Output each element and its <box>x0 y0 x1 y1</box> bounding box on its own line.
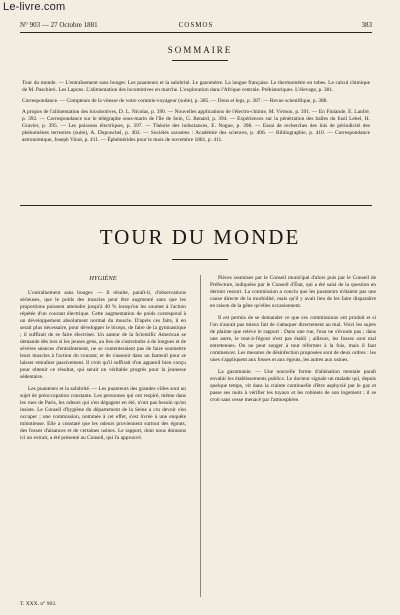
page-header <box>20 19 372 31</box>
article-paragraph: Les puanteurs et la salubrité. — Les puanteurs des grandes villes sont un sujet de préoccupation constante. Les personnes qui ont respiré, même dans les rues de Paris, les odeurs qui s'en dégagent en été, n'ont pas besoin qu'on insiste. Le Conseil d'hygiène du département de la Seine a cru devoir s'en occuper ; une commission, nommée à cet effet, s'est livrée à une enquête minutieuse. Elle a constaté que les odeurs proviennent surtout des égouts, des fosses d'aisances et de certaines usines. Le rapport, dont nous donnons ici un extrait, a été présenté au Conseil, qui l'a approuvé. <box>20 386 186 441</box>
section-rule-top <box>20 205 372 206</box>
journal-title: COSMOS <box>178 21 214 29</box>
column-heading: HYGIÈNE <box>89 275 117 282</box>
article-paragraph: Il est permis de se demander ce que ces commissions ont produit et si l'on n'aurait pas mieux fait de s'attaquer directement au mal. Voici les sujets de plainte que relève le rapport : Dans une rue, l'eau ne s'écoule pas ; dans une autre, le tout-à-l'égout n'est pas établi ; ailleurs, les fosses sont mal entretenues. On ne peut songer à tout réformer à la fois, mais il faut commencer. Les mesures de désinfection proposées sont de deux ordres : les unes s'appliquent aux fosses et aux égouts, les autres aux usines. <box>210 315 376 363</box>
watermark-text: Le-livre.com <box>3 1 66 13</box>
article-paragraph: La gazomanie. — Une nouvelle forme d'aliénation mentale paraît envahir les établissements publics. Le docteur signale un malade qui, depuis quelque temps, vit dans la crainte continuelle d'être asphyxié par le gaz et passe ses nuits à vérifier les tuyaux et les robinets de son logement ; il se croit sans cesse menacé par l'atmosphère. <box>210 369 376 403</box>
sommaire-title: SOMMAIRE <box>167 45 233 55</box>
right-column <box>210 275 376 409</box>
section-title-rule <box>172 259 228 260</box>
sommaire-paragraph: A propos de l'alimentation des locomotives, D. L. Nicolas, p. 390. — Nouvelles applications de l'électro-chimie, M. Vérnon, p. 391. — En Finlande, E. Lanfré, p. 392. — Correspondance sur le télégraphe sous-marin de l'île de Sein, G. Renard, p. 394. — Expériences sur la pénétration des balles du fusil Lebel, H. Gravier, p. 395. — Les poissons électriques, p. 397. — Théorie des inductances, E. Nogue, p. 398. — Essai de recherches des lois de périodicité des phénomènes terrestres (suite), A. Duponchel, p. 402. — Sociétés savantes : Académie des sciences, p. 406. — Bibliographie, p. 410. — Correspondance astronomique, Joseph Vinot, p. 411. — Éphémérides pour le mois de novembre 1881, p. 411. <box>22 109 370 143</box>
article-paragraph: L'entraînement sans bouger. — Il résulte, paraît-il, d'observations sérieuses, que le poids des muscles peut être augmenté sans que les proportions puissent atteindre jusqu'à 40 % lorsqu'on les soumet à l'action répétée d'un courant électrique. Cette augmentation de poids correspond à un développement absolument normal du muscle. D'après ces faits, il en serait plus nécessaire, pour développer le biceps, de faire de la gymnastique ; il suffirait de se faire électriser. Un auteur de la Scientific American se demande dès lors si les jeunes gens, au lieu de s'astreindre à de longues et de sévères séances d'entraînement, ne se contenteraient pas de faire soumettre leurs muscles à l'action du courant, et de s'asseoir dans un fauteuil pour se laisser entraîner passivement. Il croit qu'il suffirait d'un appareil bien conçu pour obtenir ce résultat, qui serait un véritable progrès pour la jeunesse sédentaire. <box>20 290 186 380</box>
sommaire-title-rule <box>172 60 228 61</box>
issue-number: N° 903 — 27 Octobre 1881 <box>20 21 98 29</box>
left-column <box>20 275 186 447</box>
header-rule <box>20 32 372 33</box>
column-divider <box>200 275 201 597</box>
page-number: 383 <box>361 21 372 29</box>
sommaire-body <box>22 80 370 148</box>
sommaire-paragraph: Correspondance. — Compteurs de la vitesse de votre commis-voyageur (suite), p. 385. — Dons et legs, p. 387. — Revue scientifique, p. 388. <box>22 98 328 104</box>
sommaire-paragraph: Tour du monde. — L'entraînement sans bouger. Les puanteurs et la salubrité. Le gazomètre. La langue française. Le thermomètre en tubes. Le calcul chimique de M. Paschieri. Les Lapons. L'alimentation des locomotives en marche. L'exploration dans l'Afrique centrale. Préhistoriques. L'élevage, p. 381. <box>22 80 370 93</box>
article-paragraph: Pièces soumises par le Conseil municipal d'alors puis par le Conseil de Préfecture, indiquées par le Conseil d'État, qui a été saisi de la question en dernier ressort. La commission a conclu que les puanteurs n'étaient pas une cause directe de la morbidité, mais qu'il y avait lieu de les faire disparaître en raison de la gêne qu'elles occasionnent. <box>210 275 376 309</box>
page-footer: T. XXX. n° 903. <box>20 601 57 607</box>
section-title: TOUR DU MONDE <box>99 225 301 249</box>
